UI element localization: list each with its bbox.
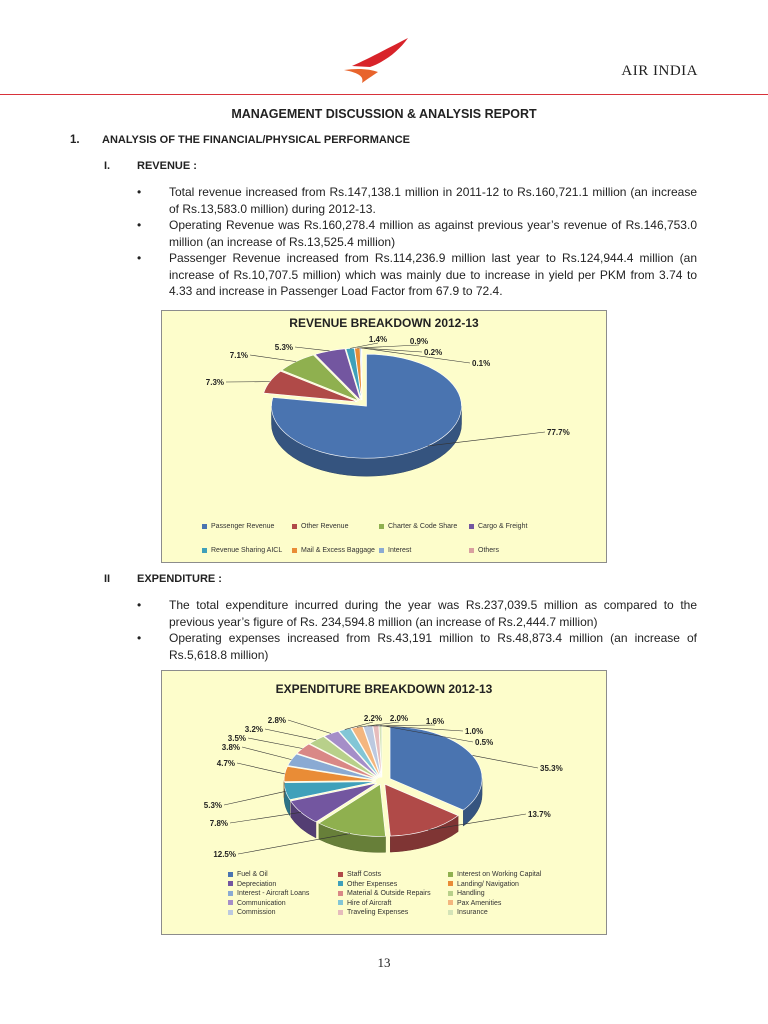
legend-label: Hire of Aircraft — [347, 899, 392, 907]
data-label: 7.1% — [229, 351, 248, 360]
data-label: 3.5% — [227, 734, 246, 743]
legend-swatch — [338, 872, 343, 877]
legend-item — [228, 890, 309, 897]
bullet-dot: • — [137, 218, 142, 232]
legend-label: Insurance — [457, 909, 488, 917]
legend-swatch — [338, 900, 343, 905]
data-label: 7.8% — [209, 819, 228, 828]
leader-line — [224, 791, 286, 805]
data-label: 0.1% — [472, 359, 491, 368]
bullet-dot: • — [137, 185, 142, 199]
leader-line — [361, 348, 422, 352]
logo-wing-bottom — [344, 69, 378, 83]
header-divider — [0, 94, 768, 95]
expenditure-bullets — [137, 597, 697, 663]
legend-item — [338, 909, 408, 916]
data-label: 1.4% — [368, 335, 388, 344]
legend-swatch — [379, 548, 384, 553]
legend-label: Material & Outside Repairs — [347, 890, 431, 898]
bullet-item — [137, 630, 697, 663]
legend-label: Revenue Sharing AICL — [211, 547, 283, 554]
legend-swatch — [338, 910, 343, 915]
legend-item — [202, 523, 274, 530]
legend-item — [379, 547, 411, 554]
data-label: 77.7% — [547, 428, 570, 437]
data-label: 12.5% — [213, 850, 236, 859]
legend-swatch — [379, 524, 384, 529]
bullet-text: Total revenue increased from Rs.147,138.1 million in 2011-12 to Rs.160,721.1 million (an increase of Rs.13,583.0 million) during 2012-13. — [169, 185, 697, 216]
section-title: ANALYSIS OF THE FINANCIAL/PHYSICAL PERFORMANCE — [102, 134, 411, 146]
revenue-bullets — [137, 184, 697, 300]
leader-line — [295, 347, 330, 351]
legend-label: Staff Costs — [347, 871, 382, 878]
legend-label: Interest — [388, 547, 412, 554]
legend-swatch — [228, 891, 233, 896]
data-label: 3.2% — [244, 725, 263, 734]
leader-line — [250, 355, 296, 362]
legend-item — [448, 871, 541, 878]
legend-swatch — [448, 881, 453, 886]
expenditure-number: II — [104, 573, 111, 585]
leader-line — [265, 729, 316, 740]
air-india-logo — [340, 36, 412, 84]
legend-swatch — [338, 881, 343, 886]
pie-slices — [264, 348, 462, 476]
legend-item — [338, 871, 381, 878]
legend-label: Traveling Expenses — [347, 909, 409, 917]
revenue-heading: REVENUE : — [137, 160, 197, 172]
bullet-dot: • — [137, 251, 142, 265]
data-label: 1.0% — [465, 727, 484, 736]
legend-swatch — [202, 548, 207, 553]
legend-item — [379, 523, 457, 530]
leader-line — [242, 747, 292, 760]
legend-item — [469, 523, 527, 530]
legend-item — [338, 890, 431, 897]
legend-item — [338, 881, 397, 888]
data-label: 13.7% — [528, 810, 551, 819]
legend-swatch — [292, 548, 297, 553]
data-label: 2.0% — [389, 714, 409, 723]
report-title: MANAGEMENT DISCUSSION & ANALYSIS REPORT — [231, 107, 537, 121]
legend-label: Pax Amenities — [457, 899, 502, 907]
legend-label: Fuel & Oil — [237, 871, 268, 878]
bullet-item — [137, 184, 697, 217]
legend-label: Passenger Revenue — [211, 523, 275, 530]
data-label: 2.2% — [363, 714, 383, 723]
legend-swatch — [202, 524, 207, 529]
bullet-text: Operating Revenue was Rs.160,278.4 million as against previous year’s revenue of Rs.146,753.0 million (an increase of Rs.13,525.4 million) — [169, 218, 697, 249]
data-label: 5.3% — [274, 343, 293, 352]
bullet-text: Passenger Revenue increased from Rs.114,236.9 million last year to Rs.124,944.4 million (an increase of Rs.10,707.5 million) which was mainly due to increase in yield per PKM from 3.74 to 4.33 and increase in Passenger Load Factor from 67.9 to 72.4. — [169, 251, 697, 298]
legend-item — [292, 547, 375, 554]
legend-swatch — [448, 872, 453, 877]
bullet-dot: • — [137, 598, 142, 612]
legend-label: Mail & Excess Baggage — [301, 547, 375, 554]
logo-wing-top — [352, 38, 408, 67]
legend-item — [228, 871, 268, 878]
data-label: 0.5% — [475, 738, 494, 747]
legend-swatch — [228, 881, 233, 886]
section-number: 1. — [70, 134, 80, 146]
data-label: 0.2% — [424, 348, 443, 357]
data-label: 7.3% — [205, 378, 224, 387]
data-label: 4.7% — [216, 759, 235, 768]
legend-item — [469, 547, 499, 554]
legend-item — [228, 909, 276, 916]
legend-item — [448, 881, 519, 888]
revenue-number: I. — [104, 160, 111, 172]
legend-label: Charter & Code Share — [388, 523, 458, 530]
bullet-item — [137, 597, 697, 630]
legend-swatch — [228, 872, 233, 877]
chart-title: REVENUE BREAKDOWN 2012-13 — [289, 316, 479, 330]
leader-line — [288, 720, 331, 734]
legend-swatch — [228, 900, 233, 905]
bullet-dot: • — [137, 631, 142, 645]
legend-swatch — [448, 900, 453, 905]
expenditure-heading: EXPENDITURE : — [137, 573, 222, 585]
data-label: 2.8% — [267, 716, 286, 725]
leader-line — [237, 763, 285, 774]
bullet-text: Operating expenses increased from Rs.43,191 million to Rs.48,873.4 million (an increase of Rs.5,618.8 million) — [169, 631, 697, 662]
legend-item — [228, 900, 286, 907]
legend-item — [448, 900, 501, 907]
legend-swatch — [448, 891, 453, 896]
bullet-text: The total expenditure incurred during the year was Rs.237,039.5 million as compared to the previous year’s figure of Rs. 234,594.8 million (an increase of Rs.2,444.7 million) — [169, 598, 697, 629]
legend-item — [202, 547, 282, 554]
legend-label: Other Expenses — [347, 880, 398, 888]
legend-item — [448, 909, 488, 916]
bullet-item — [137, 250, 697, 300]
legend-label: Communication — [237, 899, 286, 907]
data-label: 5.3% — [203, 801, 222, 810]
legend-swatch — [469, 548, 474, 553]
legend-item — [448, 890, 485, 897]
legend-label: Interest on Working Capital — [457, 871, 542, 878]
legend-item — [228, 881, 276, 888]
data-label: 3.8% — [221, 743, 240, 752]
leader-line — [230, 812, 301, 823]
legend-swatch — [469, 524, 474, 529]
legend-label: Commission — [237, 909, 276, 917]
legend-label: Interest - Aircraft Loans — [237, 890, 310, 898]
leader-line — [248, 738, 302, 749]
legend-item — [292, 523, 348, 530]
legend-swatch — [338, 891, 343, 896]
legend-label: Others — [478, 547, 500, 554]
legend-label: Handling — [457, 890, 485, 898]
legend-label: Cargo & Freight — [478, 523, 528, 530]
data-label: 35.3% — [540, 764, 563, 773]
legend-swatch — [448, 910, 453, 915]
brand-name: AIR INDIA — [621, 63, 698, 79]
data-label: 0.9% — [409, 337, 429, 346]
chart-title: EXPENDITURE BREAKDOWN 2012-13 — [275, 682, 493, 696]
legend-swatch — [292, 524, 297, 529]
data-label: 1.6% — [425, 717, 445, 726]
pie-slices — [284, 725, 482, 852]
legend-label: Depreciation — [237, 880, 277, 888]
legend-label: Other Revenue — [301, 523, 349, 530]
revenue-chart — [161, 310, 607, 563]
bullet-item — [137, 217, 697, 250]
legend-label: Landing/ Navigation — [457, 880, 519, 888]
legend-item — [338, 900, 391, 907]
page-number: 13 — [377, 955, 391, 970]
expenditure-chart — [161, 670, 607, 935]
legend-swatch — [228, 910, 233, 915]
leader-line — [472, 755, 538, 768]
